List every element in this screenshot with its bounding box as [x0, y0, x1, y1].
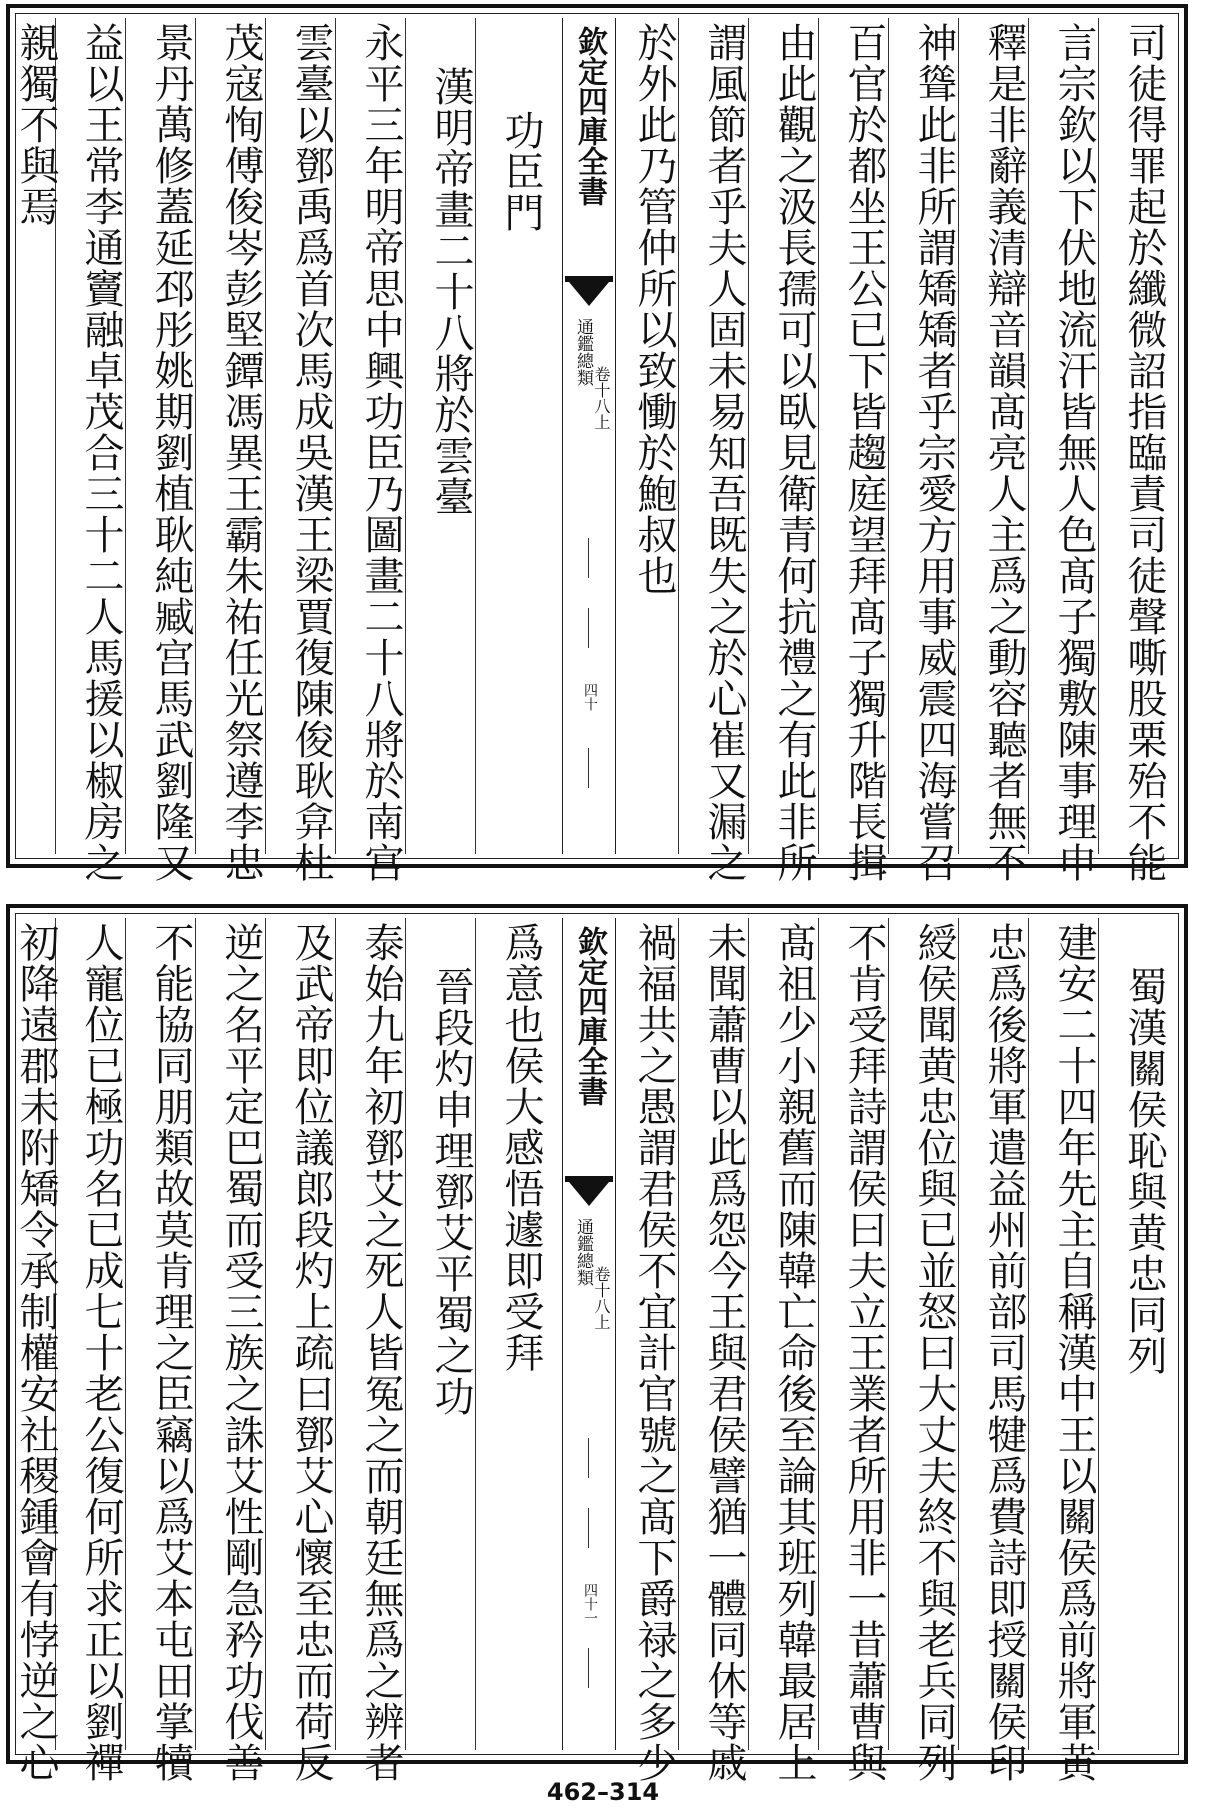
text-column: 泰始九年初鄧艾之死人皆冤之而朝廷無爲之辨者 [358, 922, 404, 1783]
top-page [6, 4, 1188, 883]
folio-number: 四十 [582, 683, 598, 711]
entry-heading: 晉段灼申理鄧艾平蜀之功 [428, 966, 474, 1417]
library-title: 欽定四庫全書 [572, 26, 607, 206]
text-column: 人寵位已極功名已成七十老公復何所求正以劉禪 [78, 922, 124, 1783]
fish-tail-icon [565, 1176, 613, 1212]
library-title: 欽定四庫全書 [572, 926, 607, 1106]
bottom-page [6, 904, 1188, 1783]
text-column: 爲意也侯大感悟遽即受拜 [498, 922, 544, 1373]
text-column: 綬侯聞黄忠位與已並怒曰大丈夫終不與老兵同列 [911, 922, 957, 1783]
text-column: 由此觀之汲長孺可以臥見衛青何抗禮之有此非所 [771, 22, 817, 883]
page-number: 462–314 [546, 1778, 660, 1806]
folio-number: 四十一 [582, 1583, 598, 1625]
volume-label: 卷十八上 [592, 366, 611, 430]
text-column: 忠爲後將軍遣益州前部司馬犍爲費詩即授關侯印 [981, 922, 1027, 1783]
section-heading: 功臣門 [498, 110, 544, 233]
text-column: 初降遠郡未附矯令承制權安社稷鍾會有悖逆之心 [13, 922, 59, 1783]
center-banner [562, 918, 616, 1750]
text-column: 不肯受拜詩謂侯曰夫立王業者所用非一昔蕭曹與 [841, 922, 887, 1783]
text-column: 及武帝即位議郎段灼上疏曰鄧艾心懷至忠而荷反 [288, 922, 334, 1783]
text-column: 百官於都坐王公已下皆趨庭望拜髙子獨升階長揖 [841, 22, 887, 883]
text-column: 言宗欽以下伏地流汗皆無人色髙子獨敷陳事理申 [1051, 22, 1097, 883]
text-column: 司徒得罪起於纖微詔指臨責司徒聲嘶股栗殆不能 [1121, 22, 1167, 883]
series-title: 通鑑總類 [573, 1218, 593, 1286]
text-column: 建安二十四年先主自稱漢中王以關侯爲前將軍黄 [1051, 922, 1097, 1783]
text-column: 禍福共之愚謂君侯不宜計官號之髙下爵禄之多少 [631, 922, 677, 1783]
volume-label: 卷十八上 [592, 1266, 611, 1330]
text-column: 茂寇恂傅俊岑彭堅鐔馮異王霸朱祐任光祭遵李忠 [218, 22, 264, 883]
entry-heading: 漢明帝畫二十八將於雲臺 [428, 66, 474, 517]
text-column: 不能協同朋類故莫肯理之臣竊以爲艾本屯田掌犢 [148, 922, 194, 1783]
text-column: 永平三年明帝思中興功臣乃圖畫二十八將於南宫 [358, 22, 404, 883]
text-column: 益以王常李通竇融卓茂合三十二人馬援以椒房之 [78, 22, 124, 883]
text-column: 親獨不與焉 [13, 22, 59, 227]
series-title: 通鑑總類 [573, 318, 593, 386]
entry-heading: 蜀漢關侯恥與黄忠同列 [1121, 966, 1167, 1376]
text-column: 未聞蕭曹以此爲怨今王與君侯譬猶一體同休等戚 [701, 922, 747, 1783]
text-column: 釋是非辭義清辯音韻髙亮人主爲之動容聽者無不 [981, 22, 1027, 883]
text-column: 神聳此非所謂矯矯者乎宗愛方用事威震四海嘗召 [911, 22, 957, 883]
text-column: 謂風節者乎夫人固未易知吾既失之於心崔又漏之 [701, 22, 747, 883]
text-column: 雲臺以鄧禹爲首次馬成吳漢王梁賈復陳俊耿弇杜 [288, 22, 334, 883]
text-column: 髙祖少小親舊而陳韓亡命後至論其班列韓最居上 [771, 922, 817, 1783]
text-column: 逆之名平定巴蜀而受三族之誅艾性剛急矜功伐善 [218, 922, 264, 1783]
text-column: 景丹萬修蓋延邳彤姚期劉植耿純臧宫馬武劉隆又 [148, 22, 194, 883]
fish-tail-icon [565, 276, 613, 312]
center-banner [562, 18, 616, 854]
text-column: 於外此乃管仲所以致慟於鮑叔也 [631, 22, 677, 596]
